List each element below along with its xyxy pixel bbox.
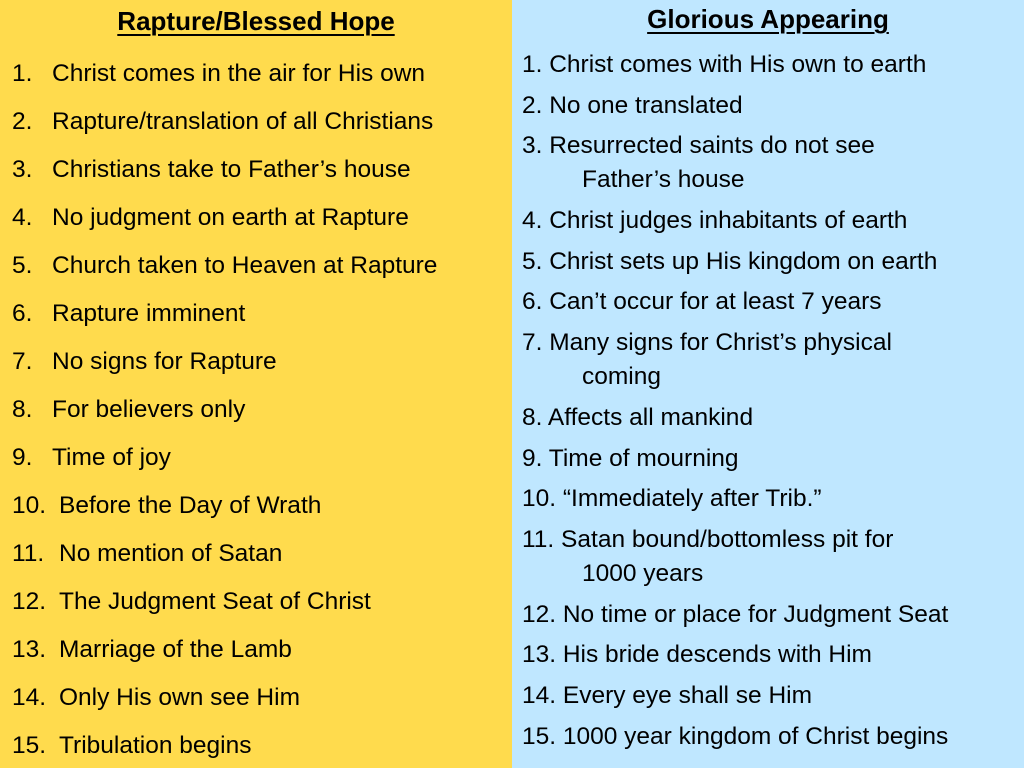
list-item-number: 2. <box>12 108 33 135</box>
list-item-text: 10. “Immediately after Trib.” <box>522 485 822 513</box>
list-item-text: 8. Affects all mankind <box>522 403 754 431</box>
list-item-text: 7. Many signs for Christ’s physical <box>522 329 892 357</box>
rapture-list-item <box>12 441 508 489</box>
rapture-list-item <box>12 57 508 105</box>
list-item-continuation: Father’s house <box>582 166 745 194</box>
rapture-list-item <box>12 249 508 297</box>
list-item-text: 15. 1000 year kingdom of Christ begins <box>522 722 949 750</box>
glorious-appearing-list-item <box>522 523 1022 591</box>
list-item-text: 5. Christ sets up His kingdom on earth <box>522 247 938 275</box>
rapture-list-item <box>12 201 508 249</box>
glorious-appearing-list-item <box>522 679 1022 713</box>
list-item-text: For believers only <box>52 396 246 423</box>
list-item-text: The Judgment Seat of Christ <box>59 588 371 615</box>
rapture-list-item <box>12 489 508 537</box>
list-item-number: 11. <box>12 540 45 567</box>
list-item-text: 1. Christ comes with His own to earth <box>522 51 927 78</box>
list-item-text: Rapture imminent <box>52 300 246 327</box>
rapture-list-item <box>12 633 508 681</box>
list-item-text: 9. Time of mourning <box>522 444 739 472</box>
list-item-number: 7. <box>12 348 33 375</box>
glorious-appearing-column <box>512 0 1024 768</box>
list-item-text: Christians take to Father’s house <box>52 156 411 183</box>
list-item-text: Only His own see Him <box>59 684 300 711</box>
rapture-list-item <box>12 297 508 345</box>
list-item-text: No judgment on earth at Rapture <box>52 204 409 231</box>
rapture-list-item <box>12 105 508 153</box>
list-item-continuation: coming <box>582 363 661 391</box>
glorious-appearing-list <box>522 48 1022 760</box>
rapture-list-item <box>12 729 508 768</box>
list-item-text: 11. Satan bound/bottomless pit for <box>522 525 894 553</box>
list-item-text: Tribulation begins <box>59 732 252 759</box>
list-item-text: 4. Christ judges inhabitants of earth <box>522 207 908 235</box>
glorious-appearing-list-item <box>522 245 1022 279</box>
list-item-text: 6. Can’t occur for at least 7 years <box>522 288 882 316</box>
list-item-number: 8. <box>12 396 33 423</box>
glorious-appearing-list-item <box>522 326 1022 394</box>
glorious-appearing-list-item <box>522 89 1022 123</box>
list-item-number: 15. <box>12 732 47 759</box>
list-item-number: 10. <box>12 492 47 519</box>
rapture-list-item <box>12 681 508 729</box>
glorious-appearing-list-item <box>522 129 1022 197</box>
glorious-appearing-list-item <box>522 638 1022 672</box>
rapture-list-item <box>12 393 508 441</box>
list-item-text: No signs for Rapture <box>52 348 277 375</box>
list-item-number: 4. <box>12 204 33 231</box>
list-item-text: 3. Resurrected saints do not see <box>522 132 875 160</box>
list-item-text: No mention of Satan <box>59 540 283 567</box>
glorious-appearing-column-title: Glorious Appearing <box>647 4 889 34</box>
list-item-number: 13. <box>12 636 47 663</box>
rapture-list-item <box>12 537 508 585</box>
list-item-number: 6. <box>12 300 33 327</box>
list-item-continuation: 1000 years <box>582 559 704 587</box>
glorious-appearing-list-item <box>522 48 1022 82</box>
list-item-text: 2. No one translated <box>522 91 743 119</box>
rapture-list-item <box>12 153 508 201</box>
list-item-text: Time of joy <box>52 444 171 471</box>
list-item-number: 5. <box>12 252 33 279</box>
list-item-number: 14. <box>12 684 47 711</box>
glorious-appearing-list-item <box>522 285 1022 319</box>
glorious-appearing-list-item <box>522 720 1022 754</box>
list-item-text: Rapture/translation of all Christians <box>52 108 434 135</box>
glorious-appearing-list-item <box>522 482 1022 516</box>
list-item-text: Christ comes in the air for His own <box>52 60 426 87</box>
list-item-text: Church taken to Heaven at Rapture <box>52 252 438 279</box>
list-item-text: Marriage of the Lamb <box>59 636 292 663</box>
glorious-appearing-list-item <box>522 204 1022 238</box>
list-item-number: 1. <box>12 60 33 87</box>
glorious-appearing-list-item <box>522 442 1022 476</box>
list-item-number: 12. <box>12 588 47 615</box>
list-item-text: 12. No time or place for Judgment Seat <box>522 600 949 628</box>
rapture-list <box>12 57 508 768</box>
list-item-text: 13. His bride descends with Him <box>522 641 872 669</box>
list-item-text: 14. Every eye shall se Him <box>522 681 813 709</box>
glorious-appearing-list-item <box>522 401 1022 435</box>
rapture-list-item <box>12 585 508 633</box>
rapture-column-title: Rapture/Blessed Hope <box>117 6 395 36</box>
rapture-list-item <box>12 345 508 393</box>
list-item-number: 9. <box>12 444 33 471</box>
list-item-number: 3. <box>12 156 33 183</box>
list-item-text: Before the Day of Wrath <box>59 492 322 519</box>
glorious-appearing-list-item <box>522 598 1022 632</box>
